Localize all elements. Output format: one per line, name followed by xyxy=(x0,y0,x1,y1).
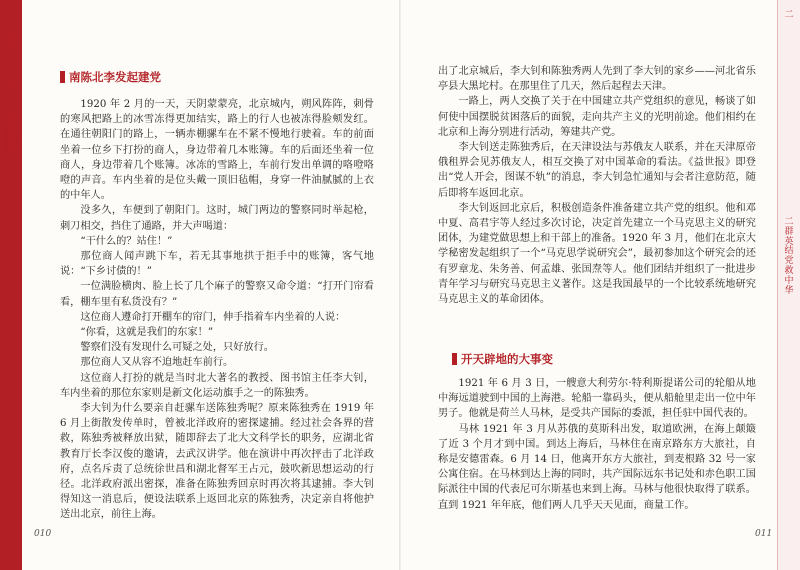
right-page-number: 011 xyxy=(755,529,773,539)
left-body-text xyxy=(60,97,374,523)
paragraph: 这位商人打扮的就是当时北大著名的教授、图书馆主任李大钊，车内坐着的那位东家则是新文化运动旗手之一的陈独秀。 xyxy=(60,372,374,399)
right-section-title xyxy=(452,352,553,366)
paragraph: 一路上，两人交换了关于在中国建立共产党组织的意见，畅谈了如何使中国摆脱贫困落后的面貌，走向共产主义的光明前途。他们相约在北京和上海分别进行活动，筹建共产党。 xyxy=(438,96,756,138)
paragraph: 这位商人遵命打开棚车的帘门，伸手指着车内坐着的人说： xyxy=(80,311,346,323)
paragraph: 李大钊为什么要亲自赶骡车送陈独秀呢？原来陈独秀在 1919 年 6 月上街散发传单时，曾被北洋政府的密探逮捕。经过社会各界的营救，陈独秀被释放出狱，随即辞去了北大文科学长的职务，应湖北省教育厅长李汉俊的邀请，去武汉讲学。他在演讲中再次抨击了北洋政府，点名斥责了总统徐世昌和湖北督军王占元，鼓吹新思想运动的行径。北洋政府派出密探，准备在陈独秀回京时再次将其逮捕。李大钊得知这一消息后，便设法联系上返回北京的陈独秀，决定亲自将他护送出北京，前往上海。 xyxy=(60,403,374,521)
paragraph: 出了北京城后，李大钊和陈独秀两人先到了李大钊的家乡——河北省乐亭县大黑坨村。在那里住了几天，然后起程去天津。 xyxy=(438,66,756,93)
paragraph: 1921 年 6 月 3 日，一艘意大利劳尔·特利斯提诺公司的轮船从地中海远道驶到中国的上海港。轮船一靠码头，便从船舱里走出一位中年男子。他就是荷兰人马林，是受共产国际的委派，担任驻中国代表的。 xyxy=(438,378,756,420)
right-section-title-text: 开天辟地的大事变 xyxy=(461,352,553,366)
section-marker xyxy=(452,353,457,365)
paragraph: 没多久，车便到了朝阳门。这时，城门两边的警察同时举起枪，刺刀相交，挡住了通路，并大声喝道： xyxy=(60,205,374,232)
chapter-number-vertical: 二 xyxy=(784,10,794,20)
paragraph: 警察们没有发现什么可疑之处，只好放行。 xyxy=(80,342,274,354)
paragraph: 那位商人闻声跳下车，若无其事地拱于拒手中的账簿，客气地说：“下乡讨债的！” xyxy=(60,251,374,278)
left-page-number: 010 xyxy=(34,529,52,539)
left-section-title-text: 南陈北李发起建党 xyxy=(69,70,161,84)
paragraph: 马林 1921 年 3 月从苏俄的莫斯科出发，取道欧洲，在海上颠簸了近 3 个月才到中国。到达上海后，马林住在南京路东方大旅社，自称是安德雷森。6 月 14 日，他离开东方大旅社，到麦根路 32 号一家公寓住宿。在马林到达上海的同时，共产国际远东书记处和赤色职工国际派往中国的代表尼可尔斯基也来到上海。马林与他很快取得了联系。直到 1921 年年底，他们两人几乎天天见面，商量工作。 xyxy=(438,423,756,511)
paragraph: “干什么的？站住！” xyxy=(80,235,173,247)
paragraph: “你看，这就是我们的东家！” xyxy=(80,327,214,339)
book-title-vertical: 跟着共产党走 xyxy=(6,30,16,96)
book-subtitle-vertical: 一本给青年人看的党的历史 xyxy=(4,111,18,156)
right-body-text-top xyxy=(438,64,756,307)
paragraph: 李大钊送走陈独秀后，在天津设法与苏俄友人联系，并在天津原帝俄租界会见苏俄友人，相互交换了对中国革命的看法。《益世报》即登出“党人开会，图谋不轨”的消息，李大钊急忙通知与会者注意防范，随后即将车返回北京。 xyxy=(438,142,756,199)
right-page xyxy=(400,0,800,570)
paragraph: 1920 年 2 月的一天，天阴蒙蒙亮，北京城内，朔风阵阵，刺骨的寒风把路上的冰雪冻得更加结实，路上的行人也被冻得脸颊发红。在通往朝阳门的路上，一辆赤棚骡车在不紧不慢地行驶着。车的前面坐着一位乡下打扮的商人，身边带着几本账簿。车的后面还坐着一位商人，身边带着几个账簿。冰冻的雪路上，车前行发出单调的咯噔咯噔的声音。车内坐着的是位头戴一顶旧毡帽，身穿一件油腻腻的上衣的中年人。 xyxy=(60,99,374,202)
chapter-title-vertical: 二 群英结党救中华 xyxy=(784,217,794,296)
paragraph: 那位商人又从容不迫地赶车前行。 xyxy=(80,357,234,369)
left-section-title xyxy=(60,70,161,84)
paragraph: 一位满脸横肉、脸上长了几个麻子的警察又命令道：“打开门帘看看，棚车里有私货没有？” xyxy=(60,281,374,308)
right-body-text-bottom xyxy=(438,376,756,513)
section-marker xyxy=(60,71,65,83)
paragraph: 李大钊返回北京后，积极创造条件准备建立共产党的组织。他和邓中夏、高君宇等人经过多次讨论，决定首先建立一个马克思主义的研究团体，为建党做思想上和干部上的准备。1920 年 3 月，他们在北京大学秘密发起组织了一个“马克思学说研究会”，最初参加这个研究会的还有罗章龙、朱务善、何孟雄、张国焘等人。他们团结并组织了一批进步青年学习与研究马克思主义著作。这是我国最早的一个比较系统地研究马克思主义的革命团体。 xyxy=(438,202,756,306)
